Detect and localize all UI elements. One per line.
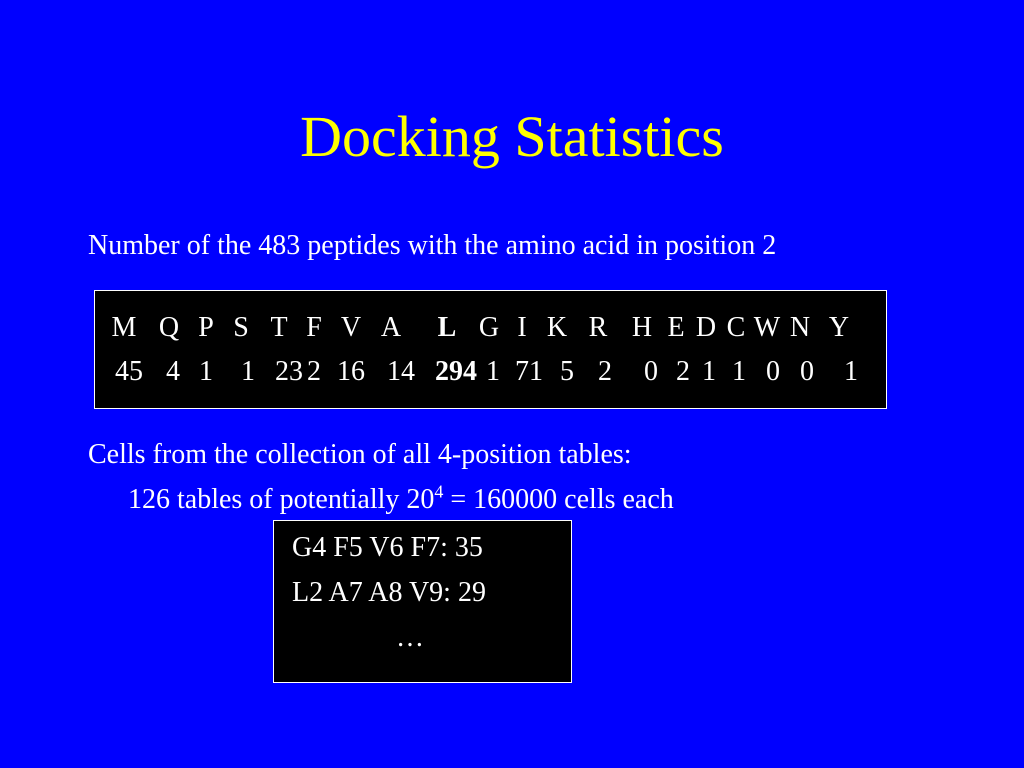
residue-count-18: 0: [800, 356, 814, 387]
residue-count-2: 1: [199, 356, 213, 387]
residue-label-13: H: [631, 312, 653, 343]
residue-count-19: 1: [844, 356, 858, 387]
cell-line-2: L2 A7 A8 V9: 29: [292, 577, 486, 608]
residue-label-15: D: [695, 312, 717, 343]
residue-count-14: 2: [676, 356, 690, 387]
residue-count-11: 5: [560, 356, 574, 387]
residue-count-15: 1: [702, 356, 716, 387]
residue-label-3: S: [233, 312, 249, 343]
residue-count-1: 4: [166, 356, 180, 387]
residue-count-0: 45: [115, 356, 143, 387]
residue-label-1: Q: [158, 312, 180, 343]
residue-count-4: 23: [275, 356, 303, 387]
residue-count-9: 1: [486, 356, 500, 387]
intro-text: Number of the 483 peptides with the amino acid in position 2: [88, 230, 777, 261]
residue-count-16: 1: [732, 356, 746, 387]
residue-count-12: 2: [598, 356, 612, 387]
residue-label-18: N: [789, 312, 811, 343]
residue-count-13: 0: [644, 356, 658, 387]
tables-line-exponent: 4: [434, 481, 444, 502]
residue-count-box: [94, 290, 887, 409]
cell-line-1: G4 F5 V6 F7: 35: [292, 532, 483, 563]
residue-count-8: 294: [435, 356, 477, 387]
residue-label-6: V: [340, 312, 362, 343]
residue-label-17: W: [753, 312, 781, 343]
residue-count-5: 2: [307, 356, 321, 387]
residue-label-4: T: [270, 312, 288, 343]
cells-box: [273, 520, 572, 683]
residue-label-9: G: [478, 312, 500, 343]
count-row: [95, 355, 888, 389]
residue-row: [95, 311, 888, 345]
residue-count-7: 14: [387, 356, 415, 387]
residue-label-2: P: [198, 312, 214, 343]
residue-count-17: 0: [766, 356, 780, 387]
residue-count-10: 71: [515, 356, 543, 387]
residue-label-19: Y: [828, 312, 850, 343]
residue-label-11: K: [546, 312, 568, 343]
residue-count-3: 1: [241, 356, 255, 387]
tables-line-prefix: 126 tables of potentially 20: [128, 484, 435, 515]
residue-label-0: M: [111, 312, 137, 343]
residue-label-14: E: [667, 312, 685, 343]
residue-label-10: I: [517, 312, 527, 343]
residue-label-16: C: [726, 312, 746, 343]
residue-count-6: 16: [337, 356, 365, 387]
slide-title: Docking Statistics: [300, 104, 724, 169]
cell-line-ellipsis: …: [396, 622, 424, 653]
residue-label-7: A: [380, 312, 402, 343]
residue-label-8: L: [437, 312, 457, 343]
tables-line: [128, 483, 674, 517]
residue-label-5: F: [306, 312, 322, 343]
residue-label-12: R: [588, 312, 608, 343]
cells-heading: Cells from the collection of all 4-position tables:: [88, 439, 632, 470]
tables-line-suffix: = 160000 cells each: [443, 484, 674, 515]
